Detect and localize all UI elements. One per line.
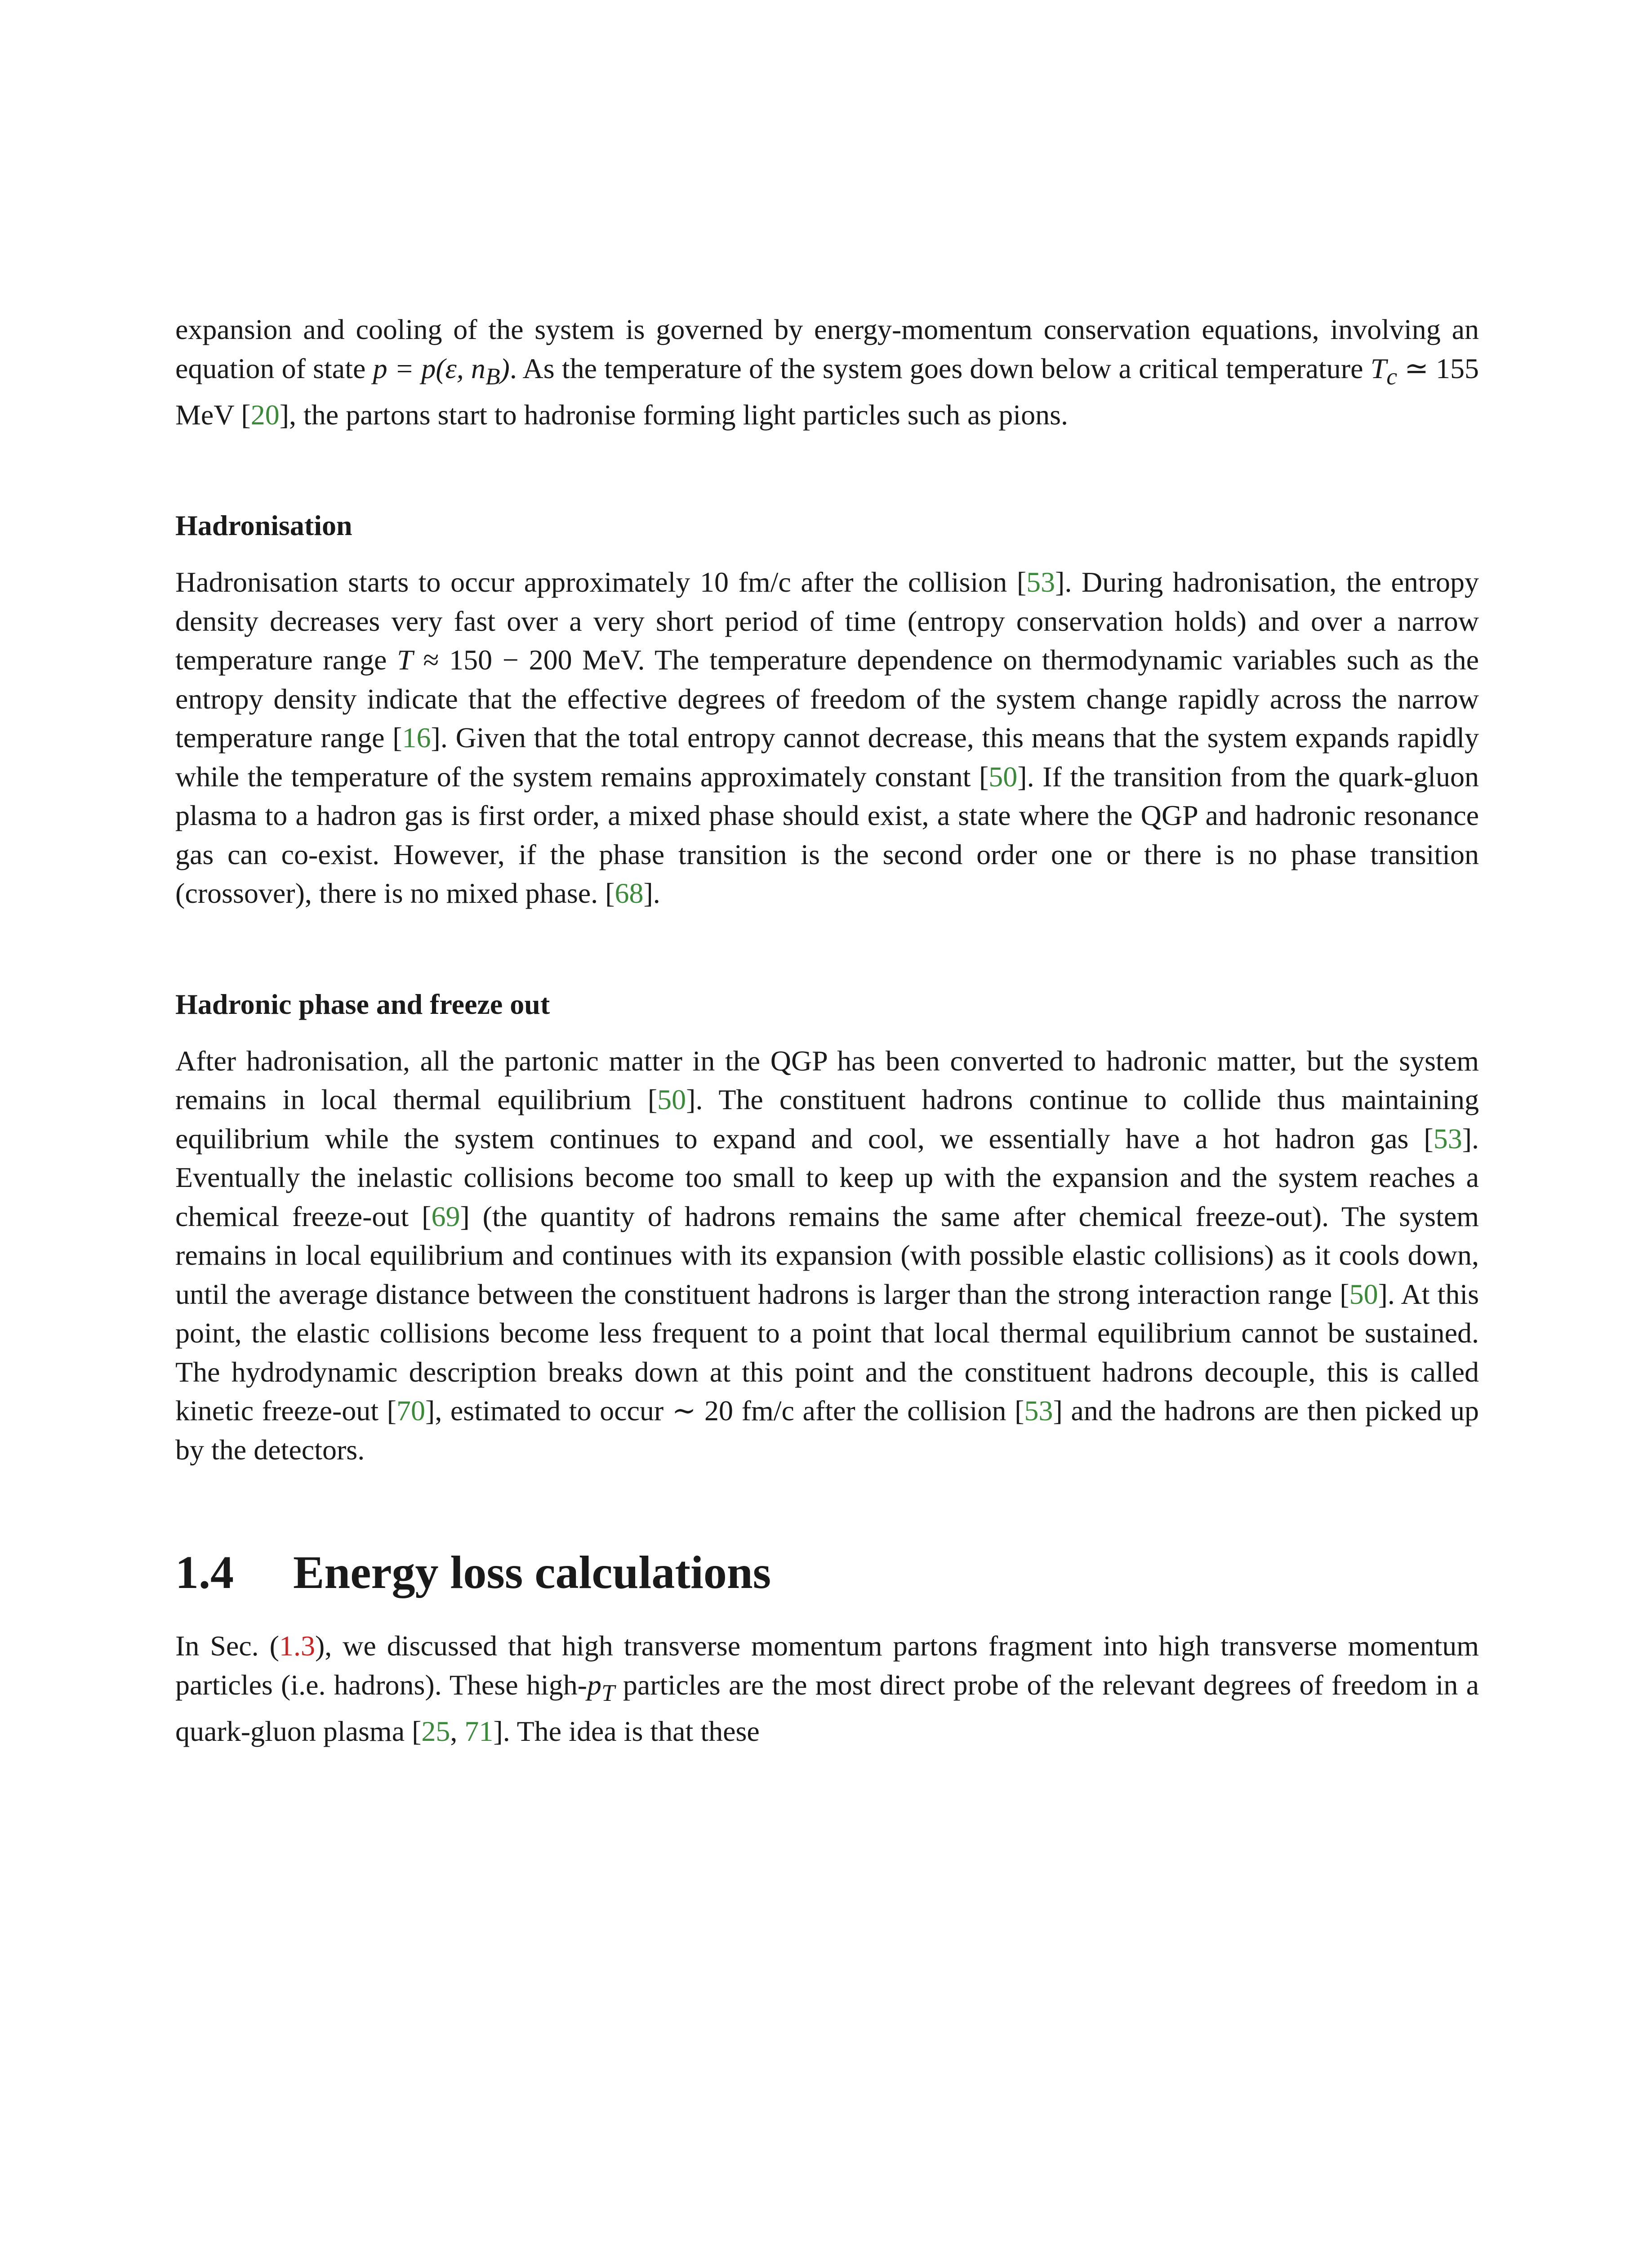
temperature-symbol: T — [397, 644, 413, 676]
energy-loss-paragraph: In Sec. (1.3), we discussed that high transverse momentum partons fragment into high transverse momentum particles (i.e. hadrons). These high-$p_T$ particles are the most direct probe of the relevant degrees of freedom in a quark-gluon plasma [25, 71]. The idea is that these — [175, 1630, 1479, 1748]
citation-link[interactable]: 53 — [1433, 1122, 1462, 1155]
intro-paragraph: expansion and cooling of the system is governed by energy-momentum conservation equations, involving an equation of state p = p(ε, $n_B$). As the temperature of the system goes down below a critical temperature $T_c$ ≃ 155 MeV [20], the partons start to hadronise forming light particles such as pions. — [175, 313, 1479, 431]
hadronic-phase-paragraph: After hadronisation, all the partonic matter in the QGP has been converted to hadronic matter, but the system remains in local thermal equilibrium [50]. The constituent hadrons continue to collide thus maintaining equilibrium while the system continues to expand and cool, we essentially have a hot hadron gas [53]. Eventually the inelastic collisions become too small to keep up with the expansion and the system reaches a chemical freeze-out [69] (the quantity of hadrons remains the same after chemical freeze-out). The system remains in local equilibrium and continues with its expansion (with possible elastic collisions) as it cools down, until the average distance between the constituent hadrons is larger than the strong interaction range [50]. At this point, the elastic collisions become less frequent to a point that local thermal equilibrium cannot be sustained. The hydrodynamic description breaks down at this point and the constituent hadrons decouple, this is called kinetic freeze-out [70], estimated to occur ∼ 20 fm/c after the collision [53] and the hadrons are then picked up by the detectors. — [175, 1044, 1479, 1466]
section-number: 1.4 — [175, 1547, 234, 1599]
citation-link[interactable]: 53 — [1026, 566, 1055, 598]
citation-link[interactable]: 69 — [431, 1200, 460, 1232]
citation-link[interactable]: 25 — [421, 1715, 450, 1748]
section-title: Energy loss calculations — [293, 1547, 771, 1599]
citation-link[interactable]: 71 — [464, 1715, 494, 1748]
citation-link[interactable]: 50 — [657, 1084, 686, 1116]
citation-link[interactable]: 53 — [1024, 1395, 1053, 1427]
section-reference-link[interactable]: 1.3 — [279, 1630, 315, 1662]
equation-of-state: p = p(ε, $n_B$) — [373, 352, 510, 390]
hadronisation-paragraph: Hadronisation starts to occur approximately 10 fm/c after the collision [53]. During hadronisation, the entropy density decreases very fast over a very short period of time (entropy conservation holds) and over a narrow temperature range T ≈ 150 − 200 MeV. The temperature dependence on thermodynamic variables such as the entropy density indicate that the effective degrees of freedom of the system change rapidly across the narrow temperature range [16]. Given that the total entropy cannot decrease, this means that the system expands rapidly while the temperature of the system remains approximately constant [50]. If the transition from the quark-gluon plasma to a hadron gas is first order, a mixed phase should exist, a state where the QGP and hadronic resonance gas can co-exist. However, if the phase transition is the second order one or there is no phase transition (crossover), there is no mixed phase. [68]. — [175, 566, 1479, 910]
citation-link[interactable]: 50 — [1349, 1278, 1378, 1310]
section-heading — [175, 1546, 1479, 1600]
subheading-hadronic-phase: Hadronic phase and freeze out — [175, 988, 550, 1020]
pt-symbol: $p_T$ — [587, 1668, 615, 1706]
critical-temperature-symbol: $T_c$ — [1370, 352, 1397, 390]
citation-link[interactable]: 70 — [396, 1395, 425, 1427]
subheading-hadronisation: Hadronisation — [175, 509, 352, 542]
citation-link[interactable]: 50 — [989, 760, 1018, 793]
citation-link[interactable]: 68 — [614, 877, 644, 910]
citation-link[interactable]: 20 — [250, 398, 280, 431]
page-body — [175, 310, 1479, 1751]
citation-link[interactable]: 16 — [402, 722, 431, 754]
